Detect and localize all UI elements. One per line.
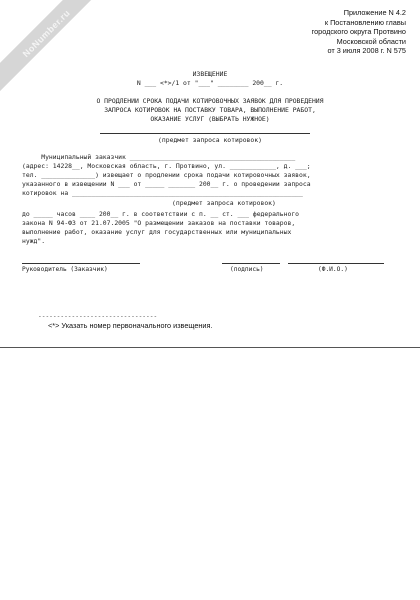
appendix-block (206, 8, 406, 56)
body-line: тел. ______________) извещает о продлении срока подачи котировочных заявок, (22, 171, 311, 179)
subject-caption: (предмет запроса котировок) (158, 136, 262, 144)
body-line: котировок на ____________________________________________________________ (22, 189, 303, 197)
head-signature-line (22, 263, 140, 264)
appendix-line: Приложение N 4.2 (343, 8, 406, 17)
appendix-line: к Постановлению главы (324, 17, 406, 27)
body-line: указанного в извещении N ___ от _____ _______ 200__ г. о проведении запроса (22, 180, 311, 188)
page-bottom-divider (0, 347, 420, 348)
notice-subject-line: О ПРОДЛЕНИИ СРОКА ПОДАЧИ КОТИРОВОЧНЫХ ЗАЯВОК ДЛЯ ПРОВЕДЕНИЯ (96, 97, 324, 105)
body-line: нужд". (22, 237, 46, 245)
footnote-text: <*> Указать номер первоначального извещения. (48, 321, 213, 330)
body-line: до _____ часов ____ 200__ г. в соответствии с п. __ ст. ___ федерального (22, 210, 300, 218)
notice-subject-line: ЗАПРОСА КОТИРОВОК НА ПОСТАВКУ ТОВАРА, ВЫПОЛНЕНИЕ РАБОТ, (104, 106, 316, 114)
appendix-line: Московской области (336, 36, 406, 46)
body-line: закона N 94-ФЗ от 21.07.2005 "О размещении заказов на поставки товаров, (22, 219, 296, 227)
name-line (288, 263, 384, 264)
signature-line (222, 263, 280, 264)
head-label: Руководитель (Заказчик) (22, 266, 108, 273)
watermark-text: NoNumber.ru (20, 7, 73, 60)
name-label: (Ф.И.О.) (318, 266, 348, 273)
appendix-line: городского округа Протвино (311, 27, 406, 37)
body-line: выполнение работ, оказание услуг для государственных или муниципальных (22, 228, 292, 236)
appendix-line: от 3 июля 2008 г. N 575 (327, 46, 406, 56)
subject-caption-2: (предмет запроса котировок) (172, 199, 276, 207)
notice-subject-line: ОКАЗАНИЕ УСЛУГ (ВЫБРАТЬ НУЖНОЕ) (150, 115, 270, 123)
signature-label: (подпись) (230, 266, 264, 273)
notice-title: ИЗВЕЩЕНИЕ (192, 70, 228, 78)
body-line: (адрес: 14228__, Московская область, г. Протвино, ул. ____________, д. ___; (22, 162, 311, 170)
footnote-separator: -------------------------------- (38, 313, 158, 320)
body-line: Муниципальный заказчик ___________________________________________ (22, 153, 296, 161)
notice-number-line: N ___ <*>/1 от "___" ________ 200__ г. (136, 79, 284, 87)
subject-fill-line (100, 133, 310, 134)
